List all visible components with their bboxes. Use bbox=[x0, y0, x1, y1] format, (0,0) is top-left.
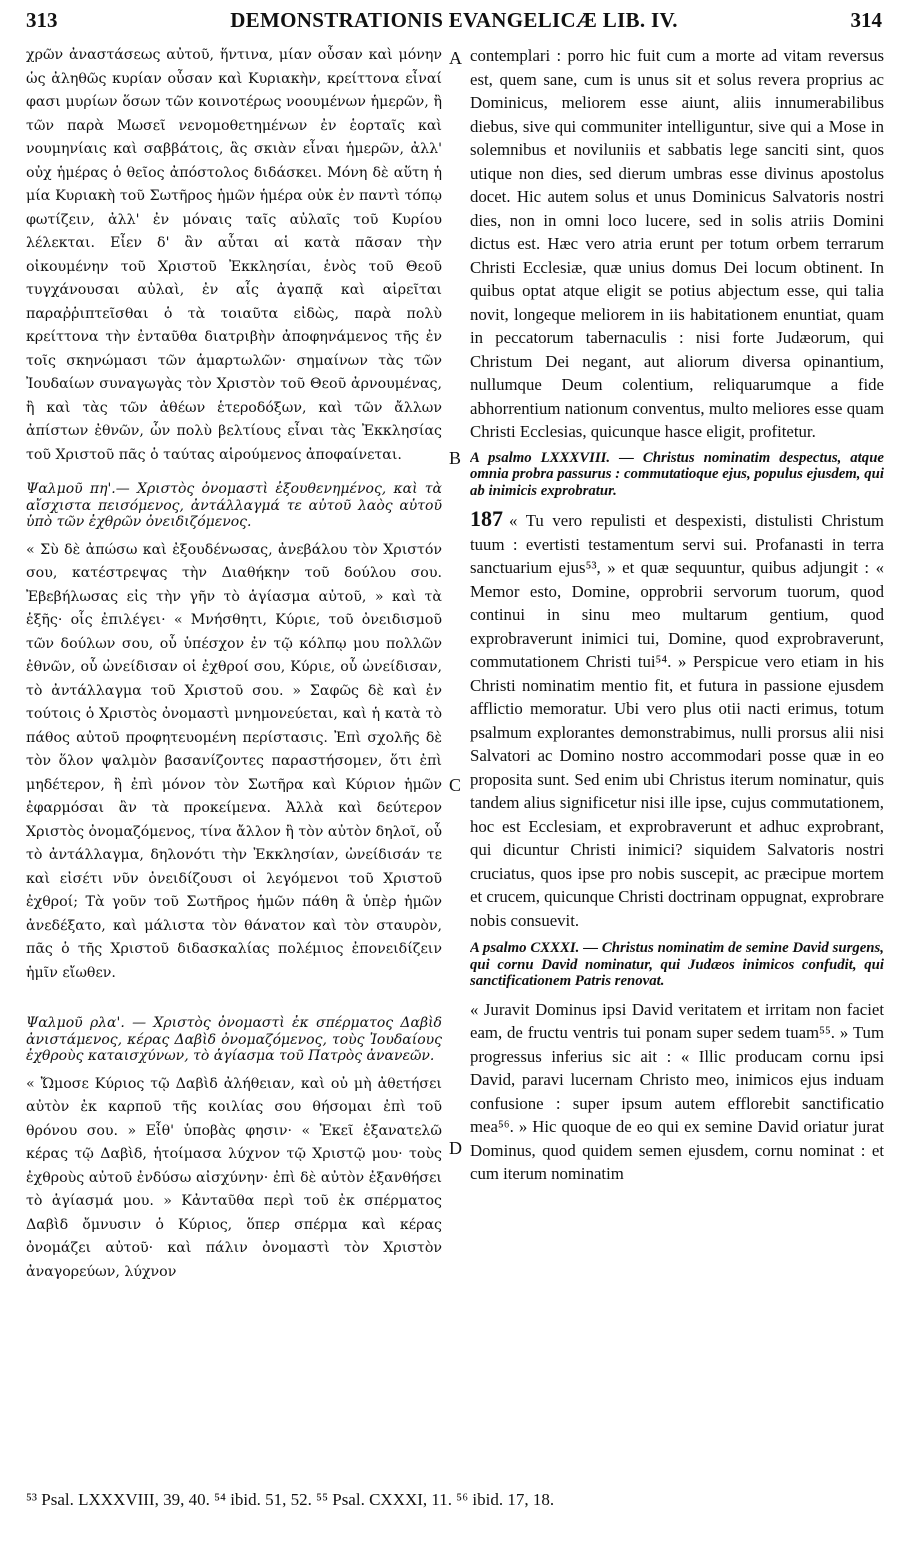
margin-letter-b: B bbox=[449, 448, 462, 468]
greek-section-heading-psalm-88: Ψαλμοῦ πη'.— Χριστὸς ὀνομαστὶ ἐξουθενημένος, καὶ τὰ αἴσχιστα πεισόμενος, ἀντάλλαγμά τε αὐτοῦ λαὸς αὐτοῦ ὑπὸ τῶν ἐχθρῶν ὀνειδιζόμενος. bbox=[26, 481, 442, 530]
footnotes: ⁵³ Psal. LXXXVIII, 39, 40. ⁵⁴ ibid. 51, 52. ⁵⁵ Psal. CXXXI, 11. ⁵⁶ ibid. 17, 18. bbox=[26, 1490, 555, 1509]
running-title: DEMONSTRATIONIS EVANGELICÆ LIB. IV. bbox=[230, 8, 678, 32]
greek-section-heading-psalm-131: Ψαλμοῦ ρλα'. — Χριστὸς ὀνομαστὶ ἐκ σπέρματος Δαβὶδ ἀνιστάμενος, κέρας Δαβὶδ ὀνομαζόμενος, τοὺς Ἰουδαίους ἐχθροὺς καταισχύνων, τὸ ἁγίασμα τοῦ Πατρὸς ἀνανεῶν. bbox=[26, 1015, 442, 1064]
latin-column bbox=[470, 44, 884, 1186]
latin-section-heading-psalm-131: A psalmo CXXXI. — Christus nominatim de semine David surgens, qui cornu David nominatur, qui Judæos inimicos confudit, qui sanctificationem Patris renovat. bbox=[470, 940, 884, 989]
page-header bbox=[26, 8, 882, 38]
greek-paragraph-1: χρῶν ἀναστάσεως αὐτοῦ, ἥντινα, μίαν οὖσαν καὶ μόνην ὡς ἀληθῶς κυρίαν οὖσαν καὶ Κυριακὴν, κρείττονα εἶναί φασι μυρίων ὅσων τῶν κοινοτέρως νοουμένων ἡμερῶν, ἢ τῶν παρὰ Μωσεῖ νενομοθετημένων ἐν ἑορταῖς καὶ νουμηνίαις καὶ σαββάτοις, ἃς σκιὰν εἶναι ἡμερῶν, ἀλλ' οὐχ ἡμέρας ὁ θεῖος ἀπόστολος διδάσκει. Μόνη δὲ αὕτη ἡ μία Κυριακὴ τοῦ Σωτῆρος ἡμῶν ἡμέρα οὐκ ἐν παντὶ τόπῳ φωτίζειν, ἀλλ' ἐν μόναις ταῖς αὐλαῖς τοῦ Κυρίου λέλεκται. Εἶεν δ' ἂν αὗται αἱ κατὰ πᾶσαν τὴν οἰκουμένην τοῦ Χριστοῦ Ἐκκλησίαι, ἑνὸς τοῦ Θεοῦ τυγχάνουσαι αὐλαὶ, ἐν αἷς ἀγαπᾷ καὶ αἱρεῖται παραῤῥιπτεῖσθαι ὁ τὰ τοιαῦτα εἰδὼς, παρὰ πολὺ κρείττονα τὴν ἐνταῦθα διατριβὴν ἀποφηνάμενος τῆς ἐν τοῖς σκηνώμασι τῶν ἁμαρτωλῶν· σημαίνων τὰς τῶν Ἰουδαίων συναγωγὰς τὸν Χριστὸν τοῦ Θεοῦ ἀρνουμένας, ἢ καὶ τὰς τῶν ἀθέων ἑτεροδόξων, καὶ τῶν ἄλλων ἀπίστων ἐθνῶν, ὧν πολὺ βελτίους εἶναι τὰς Ἐκκλησίας τοῦ Χριστοῦ πᾶς ὁ ταύτας αἱρούμενος ἀποφαίνεται. bbox=[26, 47, 442, 463]
latin-paragraph-2 bbox=[470, 507, 884, 932]
latin-paragraph-1: contemplari : porro hic fuit cum a morte ad vitam reversus est, quem sane, cum is unus sit et solus revera proprius ac Dominicus, meliorem esse aiunt, aliis innumerabilibus diebus, sive qui communiter intelliguntur, sive qui a Mose in solemnibus et noviluniis et sabbatis lege sanciti sint, quos utique non dies, sed dierum umbras esse divinus apostolus docet. Hic autem solus et unus Dominicus Salvatoris nostri dies, non in omni loco lucere, sed in solis atriis Domini dictus est. Hæc vero atria erunt per totum orbem terrarum Christi Ecclesiæ, quæ unius domus Dei locum obtinent. In quibus optat atque eligit se potius abjectum esse, qui talia novit, longeque meliorem in iis habitationem enuntiat, quam in peccatorum tabernaculis : nisi forte Judæorum, qui Christum Dei negant, aut aliorum diversa opinantium, nullumque Deum colentium, reliquarumque a fide abhorrentium nationum conventus, multo meliores esse quam Christi Ecclesias, quicunque hasce eligit, profitetur. bbox=[470, 46, 884, 441]
latin-section-heading-psalm-88: A psalmo LXXXVIII. — Christus nominatim despectus, atque omnia probra passurus : commutatioque ejus, populus ejusdem, qui ab inimicis exprobratur. bbox=[470, 449, 884, 499]
chapter-number: 187 bbox=[470, 506, 503, 531]
latin-paragraph-3: « Juravit Dominus ipsi David veritatem et irritam non faciet eam, de fructu ventris tui ponam super sedem tuam⁵⁵. » Tum progressus inferius sic ait : « Illic producam cornu ipsi David, paravi lucernam Christo meo, inimicos ejus induam confusione : super ipsum autem efflorebit sanctificatio mea⁵⁶. » Hic quoque de eo qui ex semine David oriatur jurat Dominus, quod quidem semen ejusdem, cornu nominat : et cum iterum nominatim bbox=[470, 999, 884, 1183]
latin-paragraph-2-text: « Tu vero repulisti et despexisti, distulisti Christum tuum : evertisti testamentum servi sui. Profanasti in terra sanctuarium ejus⁵³, » et quæ sequuntur, quibus adjungit : « Memor esto, Domine, opprobrii servorum tuorum, quod continui in sinu meo multarum gentium, quod exprobraverunt inimici tui, Domine, quod exprobraverunt, commutationem Christi tui⁵⁴. » Perspicue vero etiam in his Christi nominatim mentio fit, et futura in passione ejusdem afflictio memoratur. Ubi vero plus otii nacti erimus, totum psalmum explorantes demonstrabimus, nulli prorsus alii nisi Salvatori ac Domino nostro accommodari posse quæ in eo proposita sunt. Sed enim ubi Christus iterum nominatur, quis tandem alius significetur nisi ille ipse, cujus commutationem, hoc est Ecclesiam, et exprobraverunt et adhuc exprobrant, qui dicuntur Christi inimici? siquidem Salvatoris nostri cruciatus, quos ipse pro nobis suscepit, ac præcipue mortem et crucem, quicunque Christi doctrinam oppugnat, exprobrare nobis consuevit. bbox=[470, 511, 884, 930]
margin-letter-d: D bbox=[449, 1138, 462, 1158]
greek-paragraph-3: « Ὤμοσε Κύριος τῷ Δαβὶδ ἀλήθειαν, καὶ οὐ μὴ ἀθετήσει αὐτὸν ἐκ καρποῦ τῆς κοιλίας σου θήσομαι ἐπὶ τοῦ θρόνου σου. » Εἶθ' ὑποβὰς φησιν· « Ἐκεῖ ἐξανατελῶ κέρας τῷ Δαβὶδ, ἡτοίμασα λύχνον τῷ Χριστῷ μου· τοὺς ἐχθροὺς αὐτοῦ ἐνδύσω αἰσχύνην· ἐπὶ δὲ αὐτὸν ἐξανθήσει τὸ ἁγίασμά μου. » Κἀνταῦθα περὶ τοῦ ἐκ σπέρματος Δαβὶδ ὄμνυσιν ὁ Κύριος, ὅπερ σπέρμα καὶ κέρας ὀνομάζει αὐτοῦ· καὶ πάλιν ὀνομαστὶ τὸν Χριστὸν ἀναγορεύων, λύχνον bbox=[26, 1075, 442, 1280]
page-number-right: 314 bbox=[850, 8, 882, 32]
page-number-left: 313 bbox=[26, 8, 58, 32]
margin-letter-a: A bbox=[449, 48, 462, 68]
margin-letter-c: C bbox=[449, 775, 462, 795]
greek-column bbox=[26, 44, 442, 1284]
greek-paragraph-2: « Σὺ δὲ ἀπώσω καὶ ἐξουδένωσας, ἀνεβάλου τὸν Χριστόν σου, κατέστρεψας τὴν Διαθήκην τοῦ δούλου σου. Ἐβεβήλωσας εἰς τὴν γῆν τὸ ἁγίασμα αὐτοῦ, » καὶ τὰ ἑξῆς· οἷς ἐπιλέγει· « Μνήσθητι, Κύριε, τοῦ ὀνειδισμοῦ τῶν δούλων σου, οὗ ὑπέσχον ἐν τῷ κόλπῳ μου πολλῶν ἐθνῶν, οὗ ὠνείδισαν οἱ ἐχθροί σου, Κύριε, οὗ ὠνείδισαν, τὸ ἀντάλλαγμα τοῦ Χριστοῦ σου. » Σαφῶς δὲ καὶ ἐν τούτοις ὁ Χριστὸς ὀνομαστὶ μνημονεύεται, καὶ ἡ κατὰ τὸ πάθος αὐτοῦ προφητευομένη περίστασις. Ἐπὶ σχολῆς δὲ τὸν ὅλον ψαλμὸν βασανίζοντες παραστήσομεν, ὅτι ἐπὶ μηδέτερον, ἢ ἐπὶ μόνον τὸν Σωτῆρα καὶ Κύριον ἡμῶν ἐφαρμόσαι ἂν τὰ προκείμενα. Ἀλλὰ καὶ δεύτερον Χριστὸς ὀνομαζόμενος, τίνα ἄλλον ἢ τὸν αὐτὸν δηλοῖ, οὗ τὸ ἀντάλλαγμα, δηλονότι τὴν Ἐκκλησίαν, ὠνείδισάν τε καὶ εἰσέτι νῦν ὀνειδίζουσι οἱ λεγόμενοι τοῦ Χριστοῦ ἐχθροί; Τὰ γοῦν τοῦ Σωτῆρος ἡμῶν πάθη ἃ ὑπὲρ ἡμῶν ἀνεδέξατο, καὶ μάλιστα τὸν θάνατον καὶ τὸν σταυρὸν, πᾶς ὁ τῆς Χριστοῦ διδασκαλίας πολέμιος ἐπονειδίζειν ἡμῖν εἴωθεν. bbox=[26, 541, 442, 981]
